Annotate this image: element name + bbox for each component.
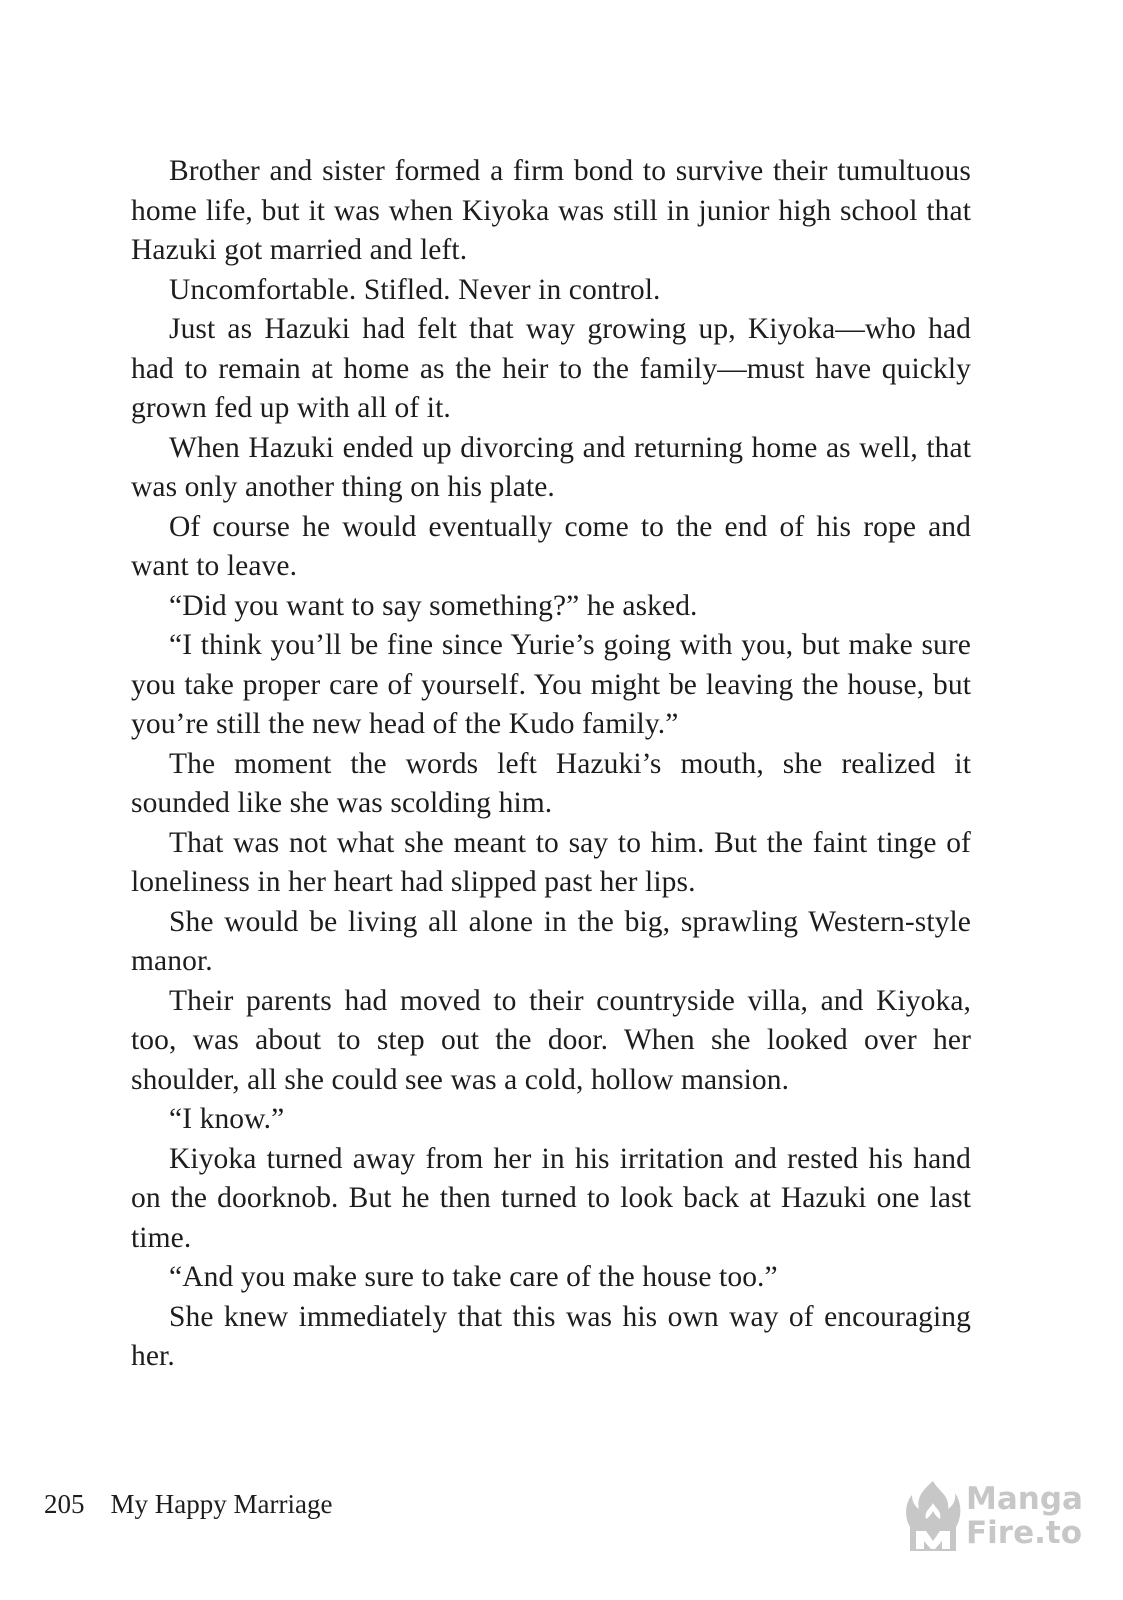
paragraph: “And you make sure to take care of the house too.” [169, 1261, 778, 1293]
page-number: 205 [44, 1489, 85, 1519]
paragraph: Kiyoka turned away from her in his irritation and rested his hand on the doorknob. But he then turned to look back at Hazuki one last time. [131, 1142, 971, 1254]
paragraph: Just as Hazuki had felt that way growing up, Kiyoka—who had had to remain at home as the heir to the family—must have quickly grown fed up with all of it. [131, 313, 971, 424]
paragraph: “I think you’ll be fine since Yurie’s going with you, but make sure you take proper care of yourself. You might be leaving the house, but you’re still the new head of the Kudo family.” [131, 629, 971, 740]
paragraph: When Hazuki ended up divorcing and returning home as well, that was only another thing on his plate. [131, 431, 971, 503]
paragraph: “Did you want to say something?” he asked. [169, 589, 698, 622]
paragraph: She would be living all alone in the big, sprawling Western-style manor. [131, 905, 971, 977]
paragraph: Of course he would eventually come to the end of his rope and want to leave. [131, 510, 971, 582]
paragraph: That was not what she meant to say to him. But the faint tinge of loneliness in her heart had slipped past her lips. [131, 826, 971, 898]
paragraph: The moment the words left Hazuki’s mouth, she realized it sounded like she was scolding him. [131, 747, 971, 819]
paragraph: Uncomfortable. Stifled. Never in control. [169, 273, 661, 306]
watermark [904, 1470, 1104, 1562]
flame-logo-icon [904, 1477, 962, 1555]
paragraph: She knew immediately that this was his own way of encouraging her. [131, 1300, 971, 1372]
watermark-line-2: Fire.to [966, 1515, 1083, 1551]
paragraph: Brother and sister formed a firm bond to survive their tumultuous home life, but it was when Kiyoka was still in junior high school that Hazuki got married and left. [131, 155, 971, 266]
watermark-text [966, 1482, 1083, 1550]
book-title: My Happy Marriage [110, 1489, 333, 1519]
paragraph: Their parents had moved to their countryside villa, and Kiyoka, too, was about to step out the door. When she looked over her shoulder, all she could see was a cold, hollow mansion. [131, 984, 971, 1096]
page-footer [44, 1487, 332, 1521]
paragraph: “I know.” [169, 1103, 285, 1135]
watermark-line-1: Manga [966, 1481, 1083, 1517]
page-body [131, 152, 971, 1377]
